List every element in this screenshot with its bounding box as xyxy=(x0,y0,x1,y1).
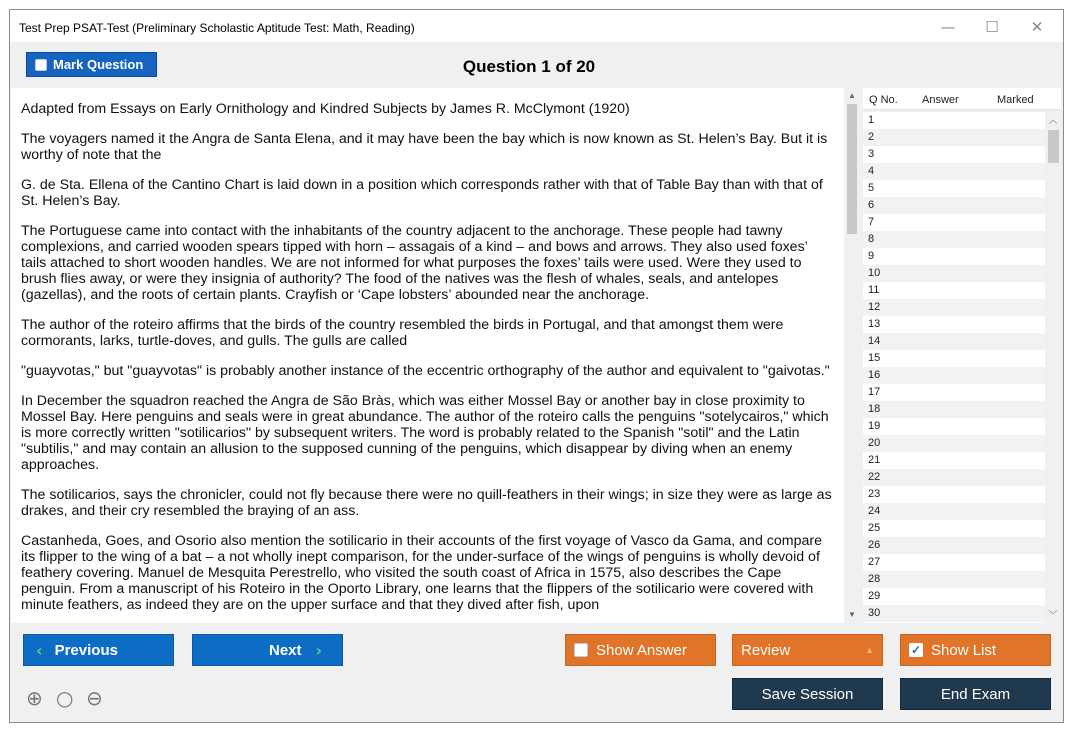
show-answer-button[interactable] xyxy=(565,634,716,666)
question-list-row[interactable]: 30 xyxy=(863,605,1045,622)
previous-label: Previous xyxy=(54,641,118,659)
question-list-scroll-thumb[interactable] xyxy=(1048,130,1059,163)
question-list-header xyxy=(863,88,1061,110)
question-list-row[interactable]: 6 xyxy=(863,197,1045,214)
next-button[interactable] xyxy=(192,634,343,666)
end-exam-label: End Exam xyxy=(940,685,1011,703)
close-button[interactable]: ✕ xyxy=(1030,18,1044,36)
question-list-row[interactable]: 18 xyxy=(863,401,1045,418)
passage-scroll-thumb[interactable] xyxy=(847,104,857,234)
question-list-row[interactable]: 22 xyxy=(863,469,1045,486)
passage-paragraph: The Portuguese came into contact with the inhabitants of the country adjacent to the anchorage. These people had tawny complexions, and carried wooden spears tipped with horn – assagais of a kind – and bows and arrows. They also used foxes’ tails attached to short wooden handles. We are not informed for what purposes the foxes’ tails were used. Were they used to brush flies away, or were they insignia of authority? The food of the natives was the flesh of whales, seals, and antelopes (gazellas), and the roots of certain plants. Crayfish or ‘Cape lobsters’ abounded near the anchorage. xyxy=(21,223,808,303)
question-list-row[interactable]: 20 xyxy=(863,435,1045,452)
window-title: Test Prep PSAT-Test (Preliminary Scholastic Aptitude Test: Math, Reading) xyxy=(19,21,415,35)
dropdown-arrow-icon: ▲ xyxy=(865,645,874,655)
question-list-row[interactable]: 25 xyxy=(868,522,881,534)
question-list-row[interactable]: 8 xyxy=(863,231,1045,248)
chevron-down-icon[interactable]: ﹀ xyxy=(1048,610,1058,620)
question-list-row[interactable]: 4 xyxy=(863,163,1045,180)
marked-column-header[interactable]: Marked xyxy=(997,94,1034,106)
question-list-row[interactable]: 17 xyxy=(868,386,881,398)
checkmark-icon: ✓ xyxy=(910,643,922,657)
minimize-button[interactable]: — xyxy=(940,18,956,36)
question-list-row[interactable]: 29 xyxy=(868,590,881,602)
end-exam-button[interactable] xyxy=(900,678,1051,710)
show-list-label: Show List xyxy=(931,641,997,659)
question-list-row[interactable]: 5 xyxy=(868,182,875,194)
question-list-row[interactable]: 2 xyxy=(863,129,1045,146)
question-list-row[interactable]: 9 xyxy=(868,250,875,262)
zoom-out-icon[interactable]: ⊖ xyxy=(86,686,103,710)
previous-button[interactable] xyxy=(23,634,174,666)
qno-column-header[interactable]: Q No. xyxy=(869,94,898,106)
question-list-row[interactable]: 28 xyxy=(863,571,1045,588)
review-label: Review xyxy=(741,641,791,659)
question-list-row[interactable]: 7 xyxy=(868,216,875,228)
question-list-row[interactable]: 23 xyxy=(868,488,881,500)
passage-paragraph: The sotilicarios, says the chronicler, could not fly because there were no quill-feathers in their wings; in size they were as large as drakes, and their cry resembled the braying of an ass. xyxy=(21,487,832,519)
question-list-row[interactable]: 15 xyxy=(868,352,881,364)
maximize-button[interactable]: ☐ xyxy=(985,18,999,36)
review-dropdown[interactable] xyxy=(732,634,883,666)
chevron-left-icon: ‹ xyxy=(36,640,43,660)
question-list-row[interactable]: 24 xyxy=(863,503,1045,520)
next-label: Next xyxy=(269,641,302,659)
passage-paragraph: Adapted from Essays on Early Ornithology and Kindred Subjects by James R. McClymont (1920) xyxy=(21,101,630,117)
question-list-row[interactable]: 21 xyxy=(868,454,881,466)
question-list-row[interactable]: 26 xyxy=(863,537,1045,554)
show-list-button[interactable] xyxy=(900,634,1051,666)
mark-question-label: Mark Question xyxy=(53,57,144,72)
question-header xyxy=(10,42,1063,88)
title-bar xyxy=(10,10,1063,42)
question-list-row[interactable]: 19 xyxy=(868,420,881,432)
passage-paragraph: G. de Sta. Ellena of the Cantino Chart is laid down in a position which corresponds rather with that of Table Bay than with that of St. Helen’s Bay. xyxy=(21,177,823,209)
passage-paragraph: The voyagers named it the Angra de Santa Elena, and it may have been the bay which is now known as St. Helen’s Bay. But it is worthy of note that the xyxy=(21,131,828,163)
question-list-row[interactable]: 1 xyxy=(868,114,875,126)
question-list-row[interactable]: 13 xyxy=(868,318,881,330)
question-list-scrollbar[interactable] xyxy=(1045,112,1061,623)
question-list-row[interactable]: 3 xyxy=(868,148,875,160)
zoom-in-icon[interactable]: ⊕ xyxy=(26,686,43,710)
show-answer-label: Show Answer xyxy=(596,641,687,659)
question-list-row[interactable]: 12 xyxy=(863,299,1045,316)
passage-paragraph: In December the squadron reached the Angra de São Bràs, which was either Mossel Bay or another bay in close proximity to Mossel Bay. Here penguins and seals were in great abundance. The author of the roteiro calls the penguins "sotelycairos," which is more correctly written "sotilicarios" by subsequent writers. The word is probably related to the Spanish "sotil" and the Latin "subtilis," and may contain an allusion to the supposed cunning of the penguins, which disappear by diving when an enemy approaches. xyxy=(21,393,829,473)
question-list-row[interactable]: 16 xyxy=(863,367,1045,384)
question-list-row[interactable]: 11 xyxy=(868,284,880,296)
save-session-label: Save Session xyxy=(761,685,854,703)
question-list-row[interactable]: 14 xyxy=(863,333,1045,350)
chevron-right-icon: › xyxy=(315,640,323,660)
question-list-row[interactable]: 27 xyxy=(868,556,881,568)
passage-paragraph: "guayvotas," but "guayvotas" is probably another instance of the eccentric orthography of the author and equivalent to "gaivotas." xyxy=(21,363,830,379)
zoom-reset-icon[interactable]: ○ xyxy=(56,686,74,710)
passage-paragraph: The author of the roteiro affirms that the birds of the country resembled the birds in Portugal, and that amongst them were cormorants, larks, turtle-doves, and gulls. The gulls are called xyxy=(21,317,784,349)
chevron-up-icon[interactable]: ︿ xyxy=(1048,115,1058,125)
passage-pane xyxy=(11,88,860,623)
question-list-row[interactable]: 10 xyxy=(863,265,1045,282)
question-title: Question 1 of 20 xyxy=(462,57,596,76)
question-list xyxy=(863,88,1061,623)
passage-scrollbar[interactable] xyxy=(844,88,860,623)
scroll-down-icon[interactable]: ▼ xyxy=(848,610,856,619)
save-session-button[interactable] xyxy=(732,678,883,710)
passage-paragraph: Castanheda, Goes, and Osorio also mention the sotilicario in their accounts of the first voyage of Vasco da Gama, and compare its flipper to the wing of a bat – a not wholly inept comparison, for the under-surface of the wings of penguins is wholly devoid of feathery covering. Manuel de Mesquita Perestrello, who visited the south coast of Africa in 1575, also describes the Cape penguin. From a manuscript of his Roteiro in the Oporto Library, one learns that the flippers of the sotilicario were covered with minute feathers, as indeed they are on the upper surface and that they dived after fish, upon xyxy=(21,533,822,613)
passage-text xyxy=(21,101,836,623)
app-window xyxy=(9,9,1064,723)
answer-column-header[interactable]: Answer xyxy=(922,94,959,106)
scroll-up-icon[interactable]: ▲ xyxy=(848,91,856,100)
question-list-body xyxy=(863,112,1045,623)
checkbox-icon xyxy=(574,643,588,657)
